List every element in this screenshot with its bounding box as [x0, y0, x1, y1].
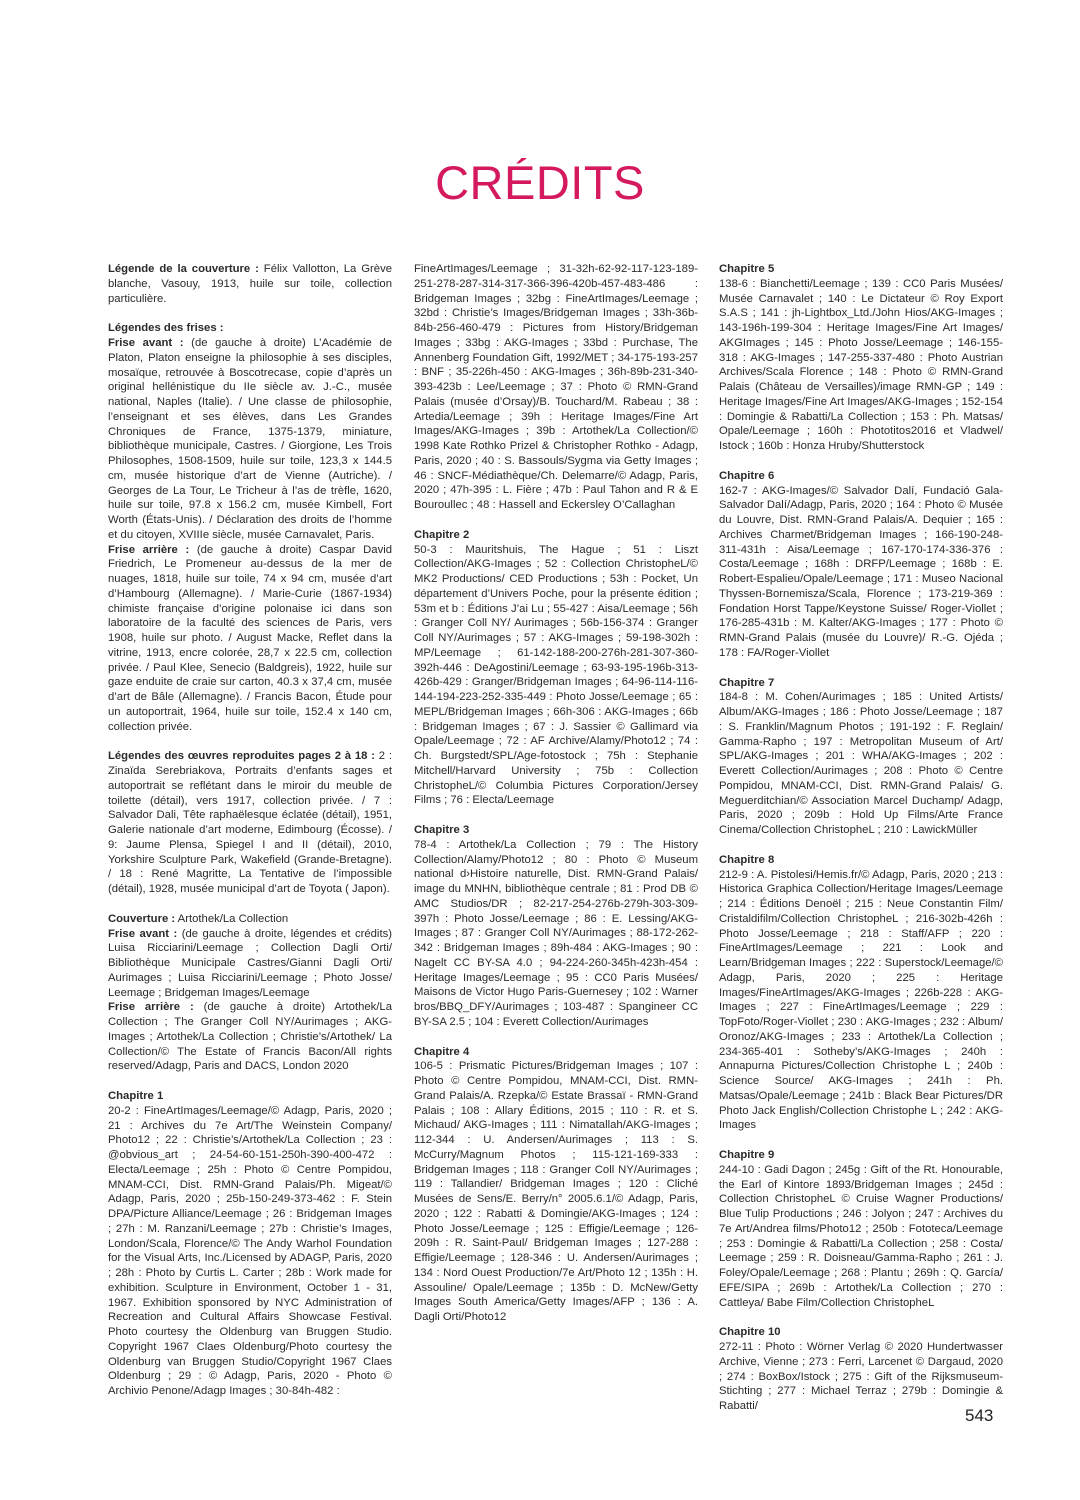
back-frieze-label: Frise arrière :: [108, 543, 190, 556]
chapter-8-title: Chapitre 8: [719, 853, 775, 866]
chapter-2-section: [414, 528, 698, 808]
chapter-8-text: 212-9 : A. Pistolesi/Hemis.fr/© Adagp, Paris, 2020 ; 213 : Historica Graphica Collection/Heritage Images/Leemage ; 214 : Éditions Denoël ; 215 : Neue Constantin Film/ Cristaldifilm/Collection ChristopheL ; 216-302b-426h : Photo Josse/Leemage ; 218 : Staff/AFP ; 220 : FineArtImages/Leemage ; 221 : Look and Learn/Bridgeman Images ; 222 : Superstock/Leemage/© Adagp, Paris, 2020 ; 225 : Heritage Images/FineArtImages/AKG-Images ; 226b-228 : AKG-Images ; 227 : FineArtImages/Leemage ; 229 : TopFoto/Roger-Viollet ; 230 : AKG-Images ; 232 : Album/ Oronoz/AKG-Images ; 233 : Artothek/La Collection ; 234-365-401 : Sotheby’s/AKG-Images ; 240h : Annapurna Pictures/Collection Christophe L ; 240b : Science Source/ AKG-Images ; 241h : Ph. Matsas/Opale/Leemage ; 241b : Black Bear Pictures/DR Photo Jack English/Collection Christophe L ; 242 : AKG-Images: [719, 868, 1003, 1132]
cover-credits-section: [108, 912, 392, 1074]
chapter-5-title: Chapitre 5: [719, 263, 775, 275]
chapter-2-text: 50-3 : Mauritshuis, The Hague ; 51 : Liszt Collection/AKG-Images ; 52 : Collection ChristopheL/© MK2 Productions/ CED Productions ; 53h : Pocket, Un département d’Univers Poche, pour la présente édition ; 53m et b : Éditions J’ai Lu ; 55-427 : Aisa/Leemage ; 56h : Granger Coll NY/ Aurimages ; 56b-156-374 : Granger Coll NY/Aurimages ; 57 : AKG-Images ; 59-198-302h : MP/Leemage ; 61-142-188-200-276h-281-307-360-392h-446 : DeAgostini/Leemage ; 63-93-195-196b-313-426b-429 : Granger/Bridgeman Images ; 64-96-114-116-144-194-223-252-335-449 : Photo Josse/Leemage ; 65 : MEPL/Bridgeman Images ; 66h-306 : AKG-Images ; 66b : Bridgeman Images ; 67 : J. Sassier © Gallimard via Opale/Leemage ; 72 : AF Archive/Alamy/Photo12 ; 74 : Ch. Burgstedt/SPL/Age-fotostock ; 75h : Stephanie Mitchell/Harvard University ; 75b : Collection ChristopheL/© Columbia Pictures Corporation/Jersey Films ; 76 : Electa/Leemage: [414, 543, 698, 807]
chapter-5-text: 138-6 : Bianchetti/Leemage ; 139 : CC0 Paris Musées/ Musée Carnavalet ; 140 : Le Dictateur © Roy Export S.A.S ; 141 : jh-Lightbox_Ltd./John Hios/AKG-Images ; 143-196h-199-304 : Heritage Images/Fine Art Images/ AKGImages ; 145 : Photo Josse/Leemage ; 146-155-318 : AKG-Images ; 147-255-337-480 : Photo Austrian Archives/Scala Florence ; 148 : Photo © RMN-Grand Palais (Château de Versailles)/image RMN-GP ; 149 : Heritage Images/Fine Art Images/AKG-Images ; 152-154 : Domingie & Rabatti/La Collection ; 153 : Ph. Matsas/ Opale/Leemage ; 160h : Phototitos2016 et Vladwel/ Istock ; 160b : Honza Hruby/Shutterstock: [719, 277, 1003, 452]
chapter-7-text: 184-8 : M. Cohen/Aurimages ; 185 : United Artists/ Album/AKG-Images ; 186 : Photo Josse/Leemage ; 187 : S. Franklin/Magnum Photos ; 191-192 : F. Reglain/ Gamma-Rapho ; 197 : Metropolitan Museum of Art/ SPL/AKG-Images ; 201 : WHA/AKG-Images ; 202 : Everett Collection/Aurimages ; 208 : Photo © Centre Pompidou, MNAM-CCI, Dist. RMN-Grand Palais/ G. Meguerditchian/© Association Marcel Duchamp/ Adagp, Paris, 2020 ; 209b : Hold Up Films/Arte France Cinema/Collection ChristopheL ; 210 : LawickMüller: [719, 691, 1003, 836]
friezes-legend-section: [108, 321, 392, 734]
cover-legend-section: [108, 262, 392, 306]
chapter-10-title: Chapitre 10: [719, 1326, 781, 1339]
cover-credit-text: Artothek/La Collection: [175, 912, 289, 925]
front-frieze-credit-label: Frise avant :: [108, 927, 178, 940]
chapter-1-continued-section: [414, 262, 698, 513]
chapter-3-title: Chapitre 3: [414, 824, 470, 836]
cover-legend-text: Félix Vallotton, La Grève blanche, Vasouy, 1913, huile sur toile, collection particulière.: [108, 263, 393, 305]
chapter-5-section: [719, 262, 1003, 454]
works-legend-section: [108, 749, 392, 897]
friezes-heading: Légendes des frises :: [108, 322, 224, 335]
cover-credit-label: Couverture :: [108, 912, 176, 925]
chapter-8-section: [719, 853, 1003, 1133]
chapter-9-text: 244-10 : Gadi Dagon ; 245g : Gift of the Rt. Honourable, the Earl of Kintore 1893/Bridgeman Images ; 245d : Collection ChristopheL © Cruise Wagner Productions/ Blue Tulip Productions ; 246 : Jolyon ; 247 : Archives du 7e Art/Andrea films/Photo12 ; 250b : Fototeca/Leemage ; 253 : Domingie & Rabatti/La Collection ; 258 : Costa/ Leemage ; 259 : R. Doisneau/Gamma-Rapho ; 261 : J. Foley/Opale/Leemage ; 268 : Plantu ; 269h : Q. García/ EFE/SIPA ; 269b : Artothek/La Collection ; 270 : Cattleya/ Babe Film/Collection ChristopheL: [719, 1163, 1003, 1309]
credits-column-3: [719, 262, 1003, 1429]
front-frieze-credit-text: (de gauche à droite, légendes et crédits) Luisa Ricciarini/Leemage ; Collection Dagli Orti/ Bibliothèque Municipale Castres/Gianni Dagli Orti/ Aurimages ; Luisa Ricciarini/Leemage ; Photo Josse/ Leemage ; Bridgeman Images/Leemage: [108, 927, 392, 999]
chapter-10-section: [719, 1325, 1003, 1414]
chapter-1-title: Chapitre 1: [108, 1090, 164, 1102]
front-frieze-text: (de gauche à droite) L’Académie de Platon, Platon enseigne la philosophie à ses disciples, mosaïque, retrouvée à Boscotrecase, copie d’après un original hellénistique du IIe siècle av. J.-C., musée national, Naples (Italie). / Une classe de philosophie, l’enseignant et ses élèves, dans Les Grandes Chroniques de France, 1375-1379, miniature, bibliothèque municipale, Castres. / Giorgione, Les Trois Philosophes, 1508-1509, huile sur toile, 123,3 x 144.5 cm, musée historique d’art de Vienne (Autriche). / Georges de La Tour, Le Tricheur à l’as de trèfle, 1620, huile sur toile, 97.8 x 156.2 cm, musée Kimbell, Fort Worth (États-Unis). / Déclaration des droits de l’homme et du citoyen, XVIIIe siècle, musée Carnavalet, Paris.: [108, 337, 392, 541]
chapter-3-section: [414, 823, 698, 1030]
credits-column-1: [108, 262, 392, 1414]
chapter-4-section: [414, 1045, 698, 1325]
back-frieze-credit-text: (de gauche à droite) Artothek/La Collection ; The Granger Coll NY/Aurimages ; AKG-Images ; Artothek/La Collection ; Christie’s/Artothek/ La Collection/© The Estate of Francis Bacon/All rights reserved/Adagp, Paris and DACS, London 2020: [108, 1001, 392, 1073]
cover-legend-label: Légende de la couverture :: [108, 263, 259, 275]
chapter-6-section: [719, 469, 1003, 661]
chapter-7-title: Chapitre 7: [719, 676, 775, 689]
page-number: 543: [965, 1406, 994, 1425]
chapter-1-text: 20-2 : FineArtImages/Leemage/© Adagp, Paris, 2020 ; 21 : Archives du 7e Art/The Weinstein Company/ Photo12 ; 22 : Christie’s/Artothek/La Collection ; 23 : @obvious_art ; 24-54-60-151-250h-390-400-472 : Electa/Leemage ; 25h : Photo © Centre Pompidou, MNAM-CCI, Dist. RMN-Grand Palais/Ph. Migeat/© Adagp, Paris, 2020 ; 25b-150-249-373-462 : F. Stein DPA/Picture Alliance/Leemage ; 26 : Bridgeman Images ; 27h : M. Ranzani/Leemage ; 27b : Christie’s Images, London/Scala, Florence/© The Andy Warhol Foundation for the Visual Arts, Inc./Licensed by ADAGP, Paris, 2020 ; 28h : Photo by Curtis L. Carter ; 28b : Work made for exhibition. Sculpture in Environment, October 1 - 31, 1967. Exhibition sponsored by NYC Administration of Recreation and Cultural Affairs Showcase Festival. Photo courtesy the Oldenburg van Bruggen Studio. Copyright 1967 Claes Oldenburg/Photo courtesy the Oldenburg van Bruggen Studio/Copyright 1967 Claes Oldenburg ; 29 : © Adagp, Paris, 2020 - Photo © Archivio Penone/Adagp Images ; 30-84h-482 :: [108, 1104, 392, 1397]
chapter-7-section: [719, 676, 1003, 838]
front-frieze-label: Frise avant :: [108, 337, 184, 349]
chapter-6-title: Chapitre 6: [719, 469, 775, 482]
back-frieze-text: (de gauche à droite) Caspar David Friedrich, Le Promeneur au-dessus de la mer de nuages, 1818, huile sur toile, 74 x 94 cm, musée d’art d’Hambourg (Allemagne). / Marie-Curie (1867-1934) chimiste française d’origine polonaise ici dans son laboratoire de la faculté des sciences de Paris, vers 1908, huile sur photo. / August Macke, Reflet dans la vitrine, 1913, encre colorée, 28,7 x 22.5 cm, collection privée. / Paul Klee, Senecio (Baldgreis), 1922, huile sur gaze enduite de craie sur carton, 40.3 x 37,4 cm, musée d’art de Bâle (Allemagne). / Francis Bacon, Étude pour un autoportrait, 1964, huile sur toile, 152.4 x 140 cm, collection privée.: [108, 543, 393, 733]
chapter-6-text: 162-7 : AKG-Images/© Salvador Dalí, Fundació Gala-Salvador Dalí/Adagp, Paris, 2020 ; 164 : Photo © Musée du Louvre, Dist. RMN-Grand Palais/A. Dequier ; 165 : Archives Charmet/Bridgeman Images ; 166-190-248-311-431h : Aisa/Leemage ; 167-170-174-336-376 : Costa/Leemage ; 168h : DRFP/Leemage ; 168b : E. Robert-Espalieu/Opale/Leemage ; 171 : Museo Nacional Thyssen-Bornemisza/Scala, Florence ; 173-219-369 : Fondation Horst Tappe/Keystone Suisse/ Roger-Viollet ; 176-285-431b : M. Kalter/AKG-Images ; 177 : Photo © RMN-Grand Palais (musée du Louvre)/ R.-G. Ojéda ; 178 : FA/Roger-Viollet: [719, 484, 1003, 659]
chapter-1-section: [108, 1089, 392, 1399]
works-legend-label: Légendes des œuvres reproduites pages 2 à 18 :: [108, 750, 375, 763]
chapter-3-text: 78-4 : Artothek/La Collection ; 79 : The History Collection/Alamy/Photo12 ; 80 : Photo © Museum national d›Histoire naturelle, Dist. RMN-Grand Palais/ image du MNHN, bibliothèque centrale ; 81 : Prod DB © AMC Studios/DR ; 82-217-254-276b-279h-303-309-397h : Photo Josse/Leemage ; 86 : E. Lessing/AKG-Images ; 87 : Granger Coll NY/Aurimages ; 88-172-262-342 : Bridgeman Images ; 89h-484 : AKG-Images ; 90 : Nagelt CC BY-SA 4.0 ; 94-224-260-345h-423h-454 : Heritage Images/Leemage ; 95 : CC0 Paris Musées/ Maisons de Victor Hugo Paris-Guernesey ; 102 : Warner bros/BBQ_DFY/Aurimages ; 103-487 : Spangineer CC BY-SA 2.5 ; 104 : Everett Collection/Aurimages: [414, 838, 698, 1028]
credits-column-2: [414, 262, 698, 1340]
back-frieze-credit-label: Frise arrière :: [108, 1001, 194, 1014]
chapter-2-title: Chapitre 2: [414, 528, 470, 541]
chapter-4-title: Chapitre 4: [414, 1045, 470, 1058]
chapter-10-text: 272-11 : Photo : Wörner Verlag © 2020 Hundertwasser Archive, Vienne ; 273 : Ferri, Larcenet © Dargaud, 2020 ; 274 : BoxBox/Istock ; 275 : Gift of the Rijksmuseum-Stichting ; 277 : Michael Terraz ; 279b : Domingie & Rabatti/: [719, 1341, 1003, 1412]
page-title: CRÉDITS: [435, 156, 645, 209]
chapter-1-continued-text: FineArtImages/Leemage ; 31-32h-62-92-117-123-189-251-278-287-314-317-366-396-420b-457-483-486 : Bridgeman Images ; 32bg : FineArtImages/Leemage ; 32bd : Christie’s Images/Bridgeman Images ; 33h-36b-84b-256-460-479 : Pictures from History/Bridgeman Images ; 33bg : AKG-Images ; 33bd : Purchase, The Annenberg Foundation Gift, 1992/MET ; 34-175-193-257 : BNF ; 35-226h-450 : AKG-Images ; 36h-89b-231-340-393-423b : Lee/Leemage ; 37 : Photo © RMN-Grand Palais (musée d’Orsay)/B. Touchard/M. Rabeau ; 38 : Artedia/Leemage ; 39h : Heritage Images/Fine Art Images/AKG-Images ; 39b : Artothek/La Collection/© 1998 Kate Rothko Prizel & Christopher Rothko - Adagp, Paris, 2020 ; 40 : S. Bassouls/Sygma via Getty Images ; 46 : SNCF-Médiathèque/Ch. Delemarre/© Adagp, Paris, 2020 ; 47h-395 : L. Fière ; 47b : Paul Tahon and R & E Bouroullec ; 48 : Hassell and Eckersley O’Callaghan: [414, 263, 698, 511]
works-legend-text: 2 : Zinaïda Serebriakova, Portraits d’enfants sages et autoportrait se reflétant dans le miroir du meuble de toilette (détail), vers 1917, collection privée. / 7 : Salvador Dali, Tête raphaëlesque éclatée (détail), 1951, Galerie nationale d’art moderne, Edimbourg (Écosse). / 9: Jaume Plensa, Spiegel I and II (détail), 2010, Yorkshire Sculpture Park, Wakefield (Grande-Bretagne). / 18 : René Magritte, La Tentative de l’impossible (détail), 1928, musée municipal d’art de Toyota ( Japon).: [108, 750, 392, 895]
chapter-9-section: [719, 1148, 1003, 1310]
chapter-9-title: Chapitre 9: [719, 1149, 775, 1161]
chapter-4-text: 106-5 : Prismatic Pictures/Bridgeman Images ; 107 : Photo © Centre Pompidou, MNAM-CCI, Dist. RMN-Grand Palais/A. Rzepka/© Estate Brassaï - RMN-Grand Palais ; 108 : Allary Éditions, 2015 ; 110 : R. et S. Michaud/ AKG-Images ; 111 : Nimatallah/AKG-Images ; 112-344 : U. Andersen/Aurimages ; 113 : S. McCurry/Magnum Photos ; 115-121-169-333 : Bridgeman Images ; 118 : Granger Coll NY/Aurimages ; 119 : Tallandier/ Bridgeman Images ; 120 : Cliché Musées de Sens/E. Berry/n° 2005.6.1/© Adagp, Paris, 2020 ; 122 : Rabatti & Domingie/AKG-Images ; 124 : Photo Josse/Leemage ; 125 : Effigie/Leemage ; 126-209h : R. Saint-Paul/ Bridgeman Images ; 127-288 : Effigie/Leemage ; 128-346 : U. Andersen/Aurimages ; 134 : Nord Ouest Production/7e Art/Photo 12 ; 135h : H. Assouline/ Opale/Leemage ; 135b : D. McNew/Getty Images South America/Getty Images/AFP ; 136 : A. Dagli Orti/Photo12: [414, 1060, 698, 1323]
